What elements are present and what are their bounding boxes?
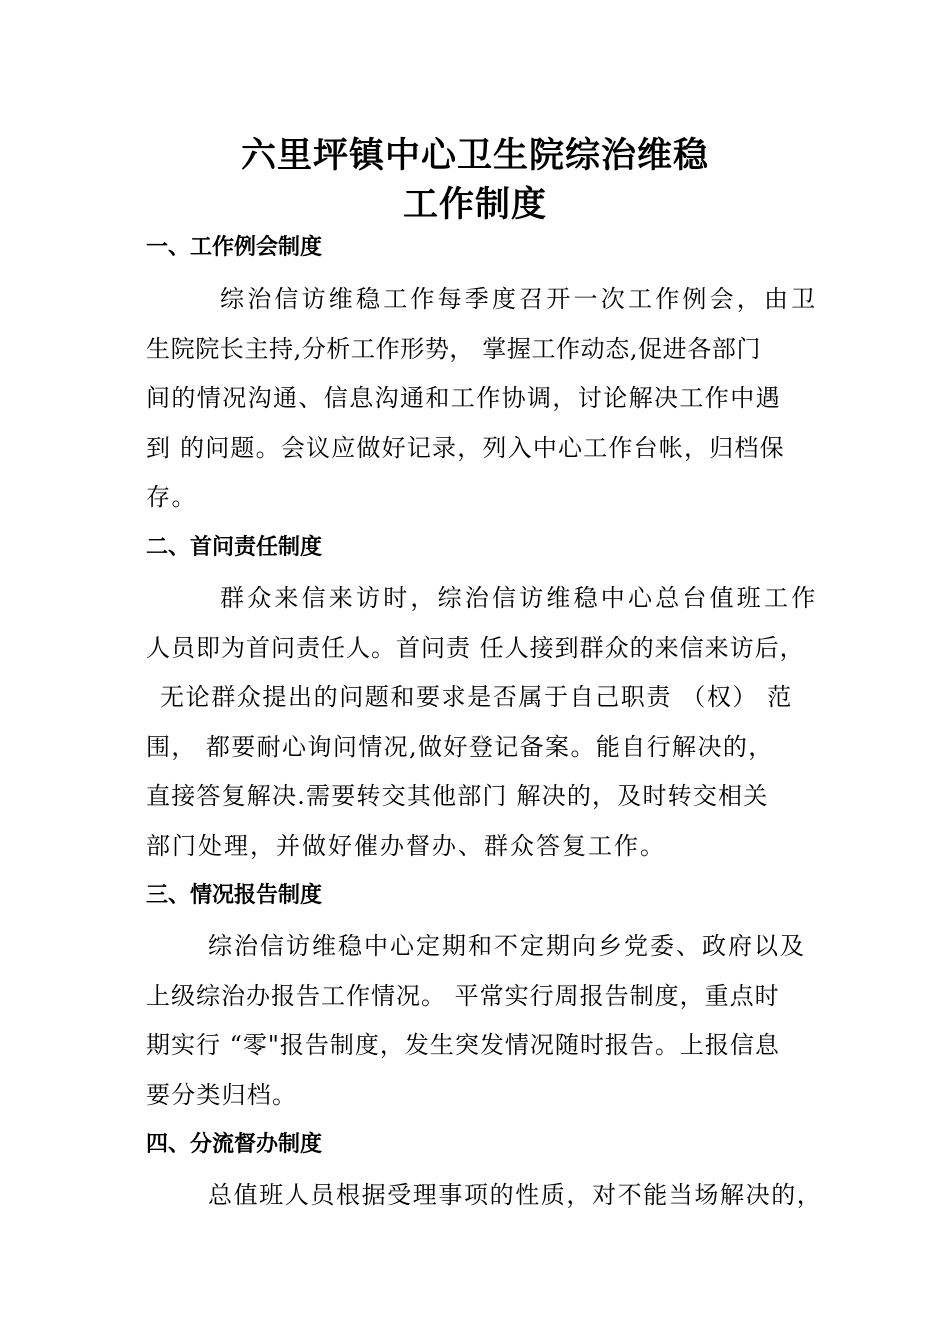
paragraph-line: 无论群众提出的问题和要求是否属于自己职责 （权） 范 bbox=[160, 683, 793, 711]
section-heading: 三、情况报告制度 bbox=[146, 883, 323, 908]
paragraph-line: 到 的问题。会议应做好记录，列入中心工作台帐，归档保 bbox=[146, 434, 785, 462]
paragraph-line: 围， 都要耐心询问情况,做好登记备案。能自行解决的， bbox=[146, 733, 774, 761]
paragraph-line: 人员即为首问责任人。首问责 任人接到群众的来信来访后， bbox=[146, 634, 805, 662]
paragraph-line: 上级综治办报告工作情况。 平常实行周报告制度，重点时 bbox=[146, 982, 780, 1010]
document-title-line-1: 六里坪镇中心卫生院综治维稳 bbox=[240, 136, 709, 176]
paragraph-line: 综治信访维稳工作每季度召开一次工作例会，由卫 bbox=[220, 285, 819, 313]
paragraph-line: 要分类归档。 bbox=[146, 1081, 298, 1109]
section-heading: 四、分流督办制度 bbox=[146, 1132, 323, 1157]
paragraph-line: 综治信访维稳中心定期和不定期向乡党委、政府以及 bbox=[208, 932, 806, 960]
section-heading: 一、工作例会制度 bbox=[146, 235, 323, 260]
paragraph-line: 总值班人员根据受理事项的性质，对不能当场解决的， bbox=[208, 1181, 823, 1209]
paragraph-line: 生院院长主持,分析工作形势， 掌握工作动态,促进各部门 bbox=[146, 335, 762, 363]
paragraph-line: 群众来信来访时，综治信访维稳中心总台值班工作 bbox=[220, 584, 819, 612]
paragraph-line: 直接答复解决.需要转交其他部门 解决的，及时转交相关 bbox=[146, 782, 769, 810]
document-title-line-2: 工作制度 bbox=[402, 185, 547, 225]
paragraph-line: 间的情况沟通、信息沟通和工作协调，讨论解决工作中遇 bbox=[146, 384, 781, 412]
paragraph-line: 期实行 “零"报告制度，发生突发情况随时报告。上报信息 bbox=[146, 1031, 780, 1059]
paragraph-line: 部门处理，并做好催办督办、群众答复工作。 bbox=[146, 832, 666, 860]
section-heading: 二、首问责任制度 bbox=[146, 535, 323, 560]
paragraph-line: 存。 bbox=[146, 483, 197, 511]
